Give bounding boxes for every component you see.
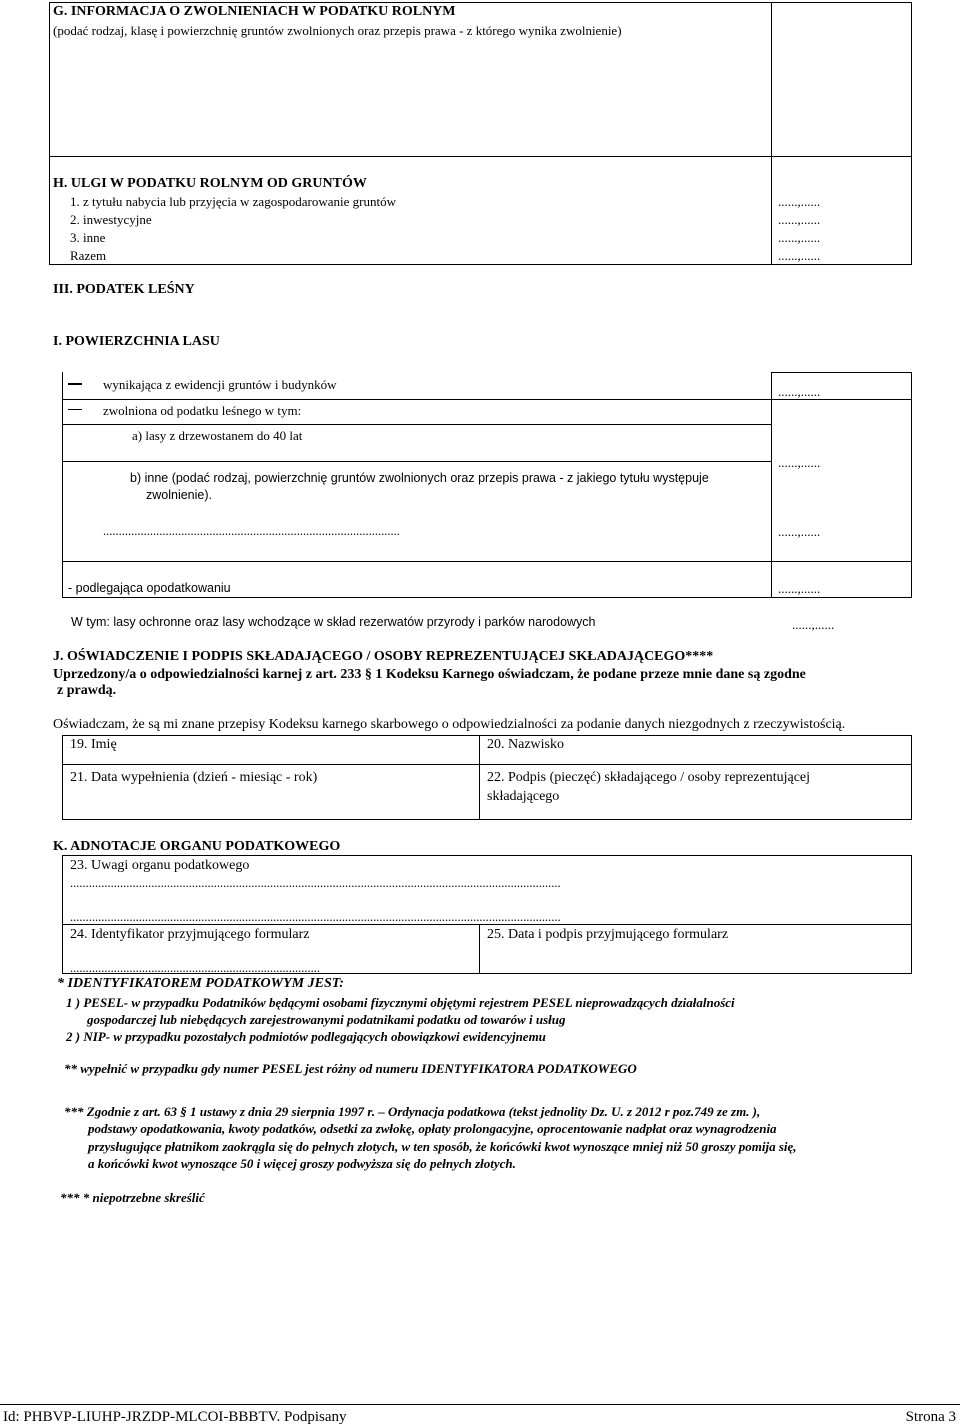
section-j-title: J. OŚWIADCZENIE I PODPIS SKŁADAJĄCEGO / OSOBY REPREZENTUJĄCEJ SKŁADAJĄCEGO**** xyxy=(53,649,714,664)
field-24-receiver-id[interactable]: 24. Identyfikator przyjmującego formularz xyxy=(70,927,310,942)
field-23-tax-office-notes[interactable]: 23. Uwagi organu podatkowego xyxy=(70,858,250,873)
section-j-warning-line2: z prawdą. xyxy=(57,683,117,698)
section-h-row-3-label: 3. inne xyxy=(70,230,106,245)
field-20-last-name[interactable]: 20. Nazwisko xyxy=(487,737,564,752)
section-h-row-2-value[interactable]: ......,...... xyxy=(778,212,821,227)
section-iii-title: III. PODATEK LEŚNY xyxy=(53,282,195,297)
field-19-first-name[interactable]: 19. Imię xyxy=(70,737,117,752)
forest-item-2b-value[interactable]: ......,...... xyxy=(778,524,821,539)
footnote-2: ** wypełnić w przypadku gdy numer PESEL jest różny od numeru IDENTYFIKATORA PODATKOWEGO xyxy=(64,1061,637,1076)
footnote-1-item2: 2 ) NIP- w przypadku pozostałych podmiotów podlegających obowiązkowi ewidencyjnemu xyxy=(66,1029,546,1044)
section-j-warning-line1: Uprzedzony/a o odpowiedzialności karnej z art. 233 § 1 Kodeksu Karnego oświadczam, że podane przeze mnie dane są zgodne xyxy=(53,667,806,682)
section-h-row-1-label: 1. z tytułu nabycia lub przyjęcia w zagospodarowanie gruntów xyxy=(70,194,396,209)
section-j-declaration: Oświadczam, że są mi znane przepisy Kodeksu karnego skarbowego o odpowiedzialności za podanie danych niezgodnych z rzeczywistością. xyxy=(53,717,846,732)
forest-item-2: zwolniona od podatku leśnego w tym: xyxy=(103,403,302,418)
forest-item-2b-line1: b) inne (podać rodzaj, powierzchnię gruntów zwolnionych oraz przepis prawa - z jakiego tytułu występuje xyxy=(130,471,709,485)
section-h-row-4-label: Razem xyxy=(70,248,107,263)
section-h-row-1-value[interactable]: ......,...... xyxy=(778,194,821,209)
forest-item-3-value[interactable]: ......,...... xyxy=(778,581,821,596)
footnote-3-line1: *** Zgodnie z art. 63 § 1 ustawy z dnia 29 sierpnia 1997 r. – Ordynacja podatkowa (tekst jednolity Dz. U. z 2012 r poz.749 ze zm. ), xyxy=(64,1104,761,1119)
footnote-3-line2: podstawy opodatkowania, kwoty podatków, odsetki za zwłokę, opłaty prolongacyjne, oprocentowanie nadpłat oraz wynagrodzenia xyxy=(88,1121,777,1136)
footnote-1-title: * IDENTYFIKATOREM PODATKOWYM JEST: xyxy=(57,976,344,991)
forest-item-2b-line2: zwolnienie). xyxy=(146,488,213,502)
notes-dots-line2[interactable]: ............................................................................................................................................................. xyxy=(70,911,561,924)
forest-item-4: W tym: lasy ochronne oraz lasy wchodzące w skład rezerwatów przyrody i parków narodowych xyxy=(71,615,596,629)
page-number: Strona 3 xyxy=(905,1409,956,1425)
section-h-row-3-value[interactable]: ......,...... xyxy=(778,230,821,245)
field-25-receiver-date-signature[interactable]: 25. Data i podpis przyjmującego formularz xyxy=(487,927,729,942)
section-h-row-2-label: 2. inwestycyjne xyxy=(70,212,152,227)
section-g-title: G. INFORMACJA O ZWOLNIENIACH W PODATKU ROLNYM xyxy=(53,4,456,19)
notes-dots-line1[interactable]: ............................................................................................................................................................. xyxy=(70,877,561,890)
section-k-title: K. ADNOTACJE ORGANU PODATKOWEGO xyxy=(53,839,341,854)
forest-item-2a-value[interactable]: ......,...... xyxy=(778,455,821,470)
forest-item-4-value[interactable]: ......,...... xyxy=(792,617,835,632)
dash-mark xyxy=(68,383,82,385)
footnote-4: *** * niepotrzebne skreślić xyxy=(60,1190,205,1205)
section-g-subtitle: (podać rodzaj, klasę i powierzchnię gruntów zwolnionych oraz przepis prawa - z którego wynika zwolnienie) xyxy=(53,23,622,38)
footnote-1-item1-line1: 1 ) PESEL- w przypadku Podatników będącymi osobami fizycznymi objętymi rejestrem PESEL nieprowadzących działalności xyxy=(66,995,735,1010)
document-id: Id: PHBVP-LIUHP-JRZDP-MLCOI-BBBTV. Podpisany xyxy=(3,1409,347,1425)
forest-item-1-value[interactable]: ......,...... xyxy=(778,384,821,399)
receiver-id-dots[interactable]: ................................................................................ xyxy=(70,962,320,975)
forest-item-3: - podlegająca opodatkowaniu xyxy=(68,581,231,595)
forest-item-2b-dots[interactable]: ............................................................................................... xyxy=(103,525,400,538)
footnote-3-line3: przysługujące płatnikom zaokrągla się do pełnych złotych, w ten sposób, że końcówki kwot wynoszące mniej niż 50 groszy pomija się, xyxy=(88,1139,797,1154)
forest-item-1: wynikająca z ewidencji gruntów i budynków xyxy=(103,377,337,392)
section-i-title: I. POWIERZCHNIA LASU xyxy=(53,334,220,349)
footnote-3-line4: a końcówki kwot wynoszące 50 i więcej groszy podwyższa się do pełnych złotych. xyxy=(88,1156,516,1171)
forest-item-2a: a) lasy z drzewostanem do 40 lat xyxy=(132,428,303,443)
section-h-title: H. ULGI W PODATKU ROLNYM OD GRUNTÓW xyxy=(53,176,367,191)
footnote-1-item1-line2: gospodarczej lub niebędących zarejestrowanymi podatnikami podatku od towarów i usług xyxy=(87,1012,566,1027)
field-21-date[interactable]: 21. Data wypełnienia (dzień - miesiąc - rok) xyxy=(70,770,318,785)
field-22-signature-line1[interactable]: 22. Podpis (pieczęć) składającego / osoby reprezentującej xyxy=(487,770,811,785)
dash-mark xyxy=(68,409,82,410)
section-h-row-4-value[interactable]: ......,...... xyxy=(778,248,821,263)
field-22-signature-line2: składającego xyxy=(487,789,560,804)
